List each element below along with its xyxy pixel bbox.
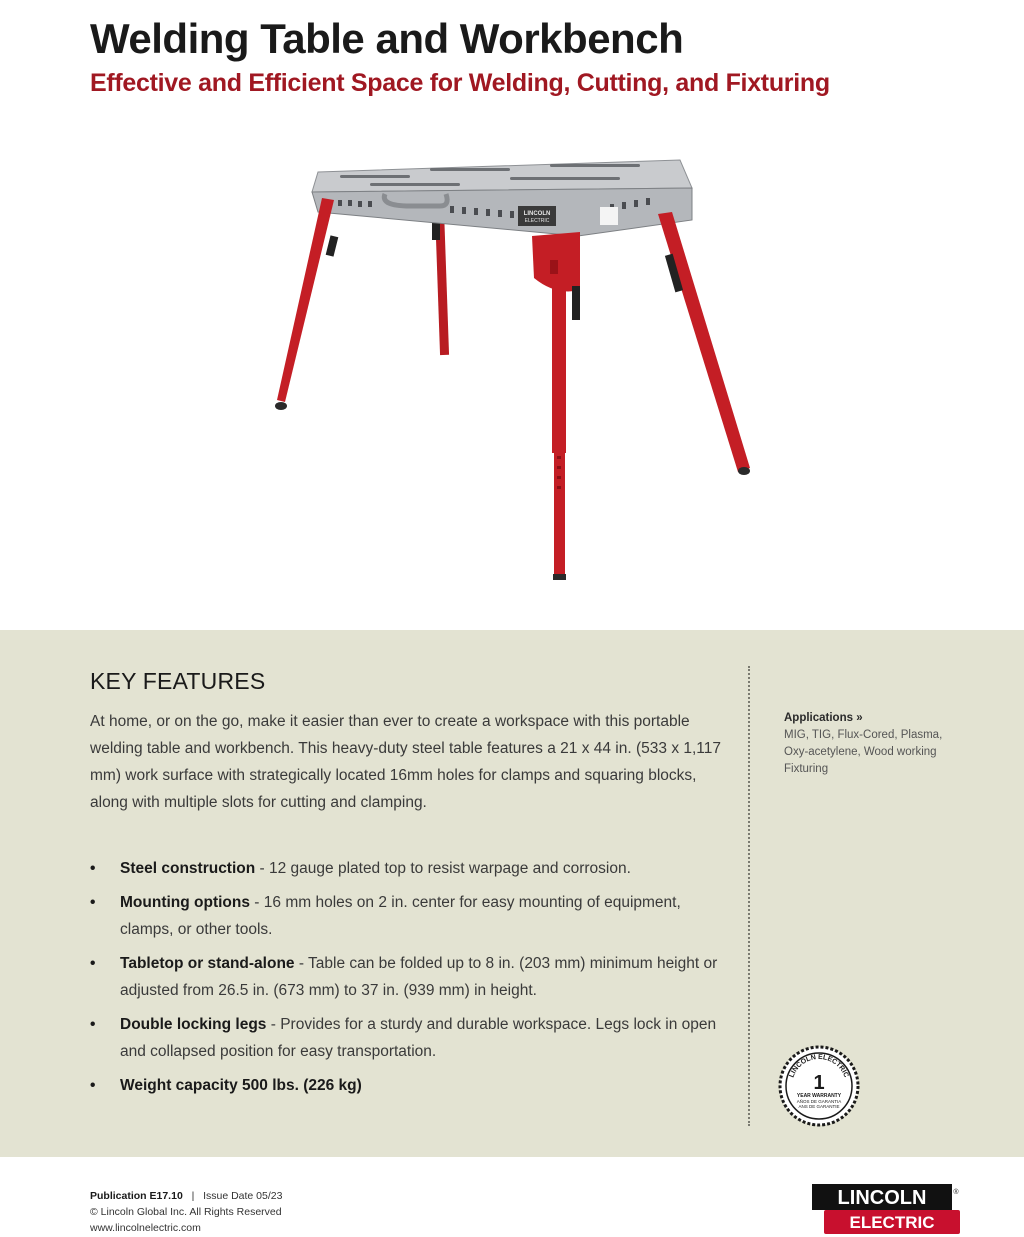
feature-item [90, 1011, 730, 1065]
logo-registered: ® [953, 1189, 959, 1196]
key-features-intro: At home, or on the go, make it easier than ever to create a workspace with this portable welding table and workbench. This heavy-duty steel table features a 21 x 44 in. (533 x 1,117 mm) work surface with strategically located 16mm holes for clamps and squaring blocks, along with multiple slots for cutting and clamping. [90, 713, 722, 811]
feature-list [90, 855, 730, 1106]
warranty-arc-text: LINCOLN ELECTRIC [788, 1053, 850, 1079]
feature-item [90, 1072, 730, 1099]
applications-line: MIG, TIG, Flux-Cored, Plasma, [784, 729, 943, 741]
page-subtitle: Effective and Efficient Space for Welding, Cutting, and Fixturing [90, 69, 830, 97]
feature-term: Steel construction [120, 860, 256, 877]
bullet-dot: • [90, 894, 96, 911]
right-leg [658, 212, 750, 472]
bullet-dot: • [90, 860, 96, 877]
welding-table-image [250, 150, 770, 600]
front-center-leg-upper [552, 278, 566, 453]
applications-block [784, 710, 984, 778]
front-left-foot [275, 402, 287, 410]
hinge-slot [550, 260, 558, 274]
warranty-line1: YEAR WARRANTY [796, 1093, 842, 1099]
logo-line2: ELECTRIC [849, 1213, 935, 1232]
front-left-leg [277, 198, 334, 402]
page-header [90, 14, 990, 100]
lincoln-electric-logo [810, 1182, 962, 1236]
warranty-badge-icon [778, 1045, 860, 1127]
feature-text: - Table can be folded up to 8 in. (203 mm) minimum height or adjusted from 26.5 in. (673 mm) to 37 in. (939 mm) in height. [120, 955, 718, 999]
footer-publication-line [90, 1188, 282, 1204]
front-left-latch [326, 235, 339, 256]
copyright: © Lincoln Global Inc. All Rights Reserved [90, 1206, 282, 1218]
feature-term: Tabletop or stand-alone [120, 955, 295, 972]
feature-item [90, 889, 730, 943]
bullet-dot: • [90, 955, 96, 972]
feature-text: - Provides for a sturdy and durable workspace. Legs lock in open and collapsed position for easy transportation. [120, 1016, 717, 1060]
footer-separator: | [191, 1190, 195, 1202]
footer [90, 1188, 282, 1236]
logo-line1: LINCOLN [837, 1187, 927, 1209]
warranty-line2: AÑOS DE GARANTIA [796, 1099, 842, 1104]
applications-title: Applications » [784, 712, 863, 724]
feature-text: - 12 gauge plated top to resist warpage and corrosion. [255, 860, 631, 877]
warranty-number: 1 [813, 1072, 825, 1094]
warranty-line3: ANS DE GARANTIE [798, 1104, 840, 1109]
svg-text:LINCOLN: LINCOLN [523, 211, 551, 217]
issue-date: Issue Date 05/23 [203, 1190, 283, 1202]
key-features-section [0, 630, 1024, 1157]
publication-number: Publication E17.10 [90, 1190, 183, 1202]
page-title: Welding Table and Workbench [90, 15, 684, 62]
feature-term: Weight capacity 500 lbs. (226 kg) [120, 1077, 362, 1094]
applications-line: Oxy-acetylene, Wood working [784, 746, 937, 758]
website-link[interactable]: www.lincolnelectric.com [90, 1222, 201, 1234]
front-center-foot [553, 574, 566, 580]
svg-text:ELECTRIC: ELECTRIC [524, 218, 550, 224]
bullet-dot: • [90, 1016, 96, 1033]
right-leg-foot [738, 467, 750, 475]
white-label [600, 207, 618, 225]
feature-item [90, 950, 730, 1004]
feature-item [90, 855, 730, 882]
applications-line: Fixturing [784, 763, 829, 775]
bullet-dot: • [90, 1077, 96, 1094]
feature-term: Double locking legs [120, 1016, 267, 1033]
dotted-divider [748, 666, 750, 1126]
feature-term: Mounting options [120, 894, 250, 911]
feature-text: - 16 mm holes on 2 in. center for easy mounting of equipment, clamps, or other tools. [120, 894, 681, 938]
key-features-heading: KEY FEATURES [90, 668, 266, 694]
front-center-leg-latch [572, 286, 580, 320]
